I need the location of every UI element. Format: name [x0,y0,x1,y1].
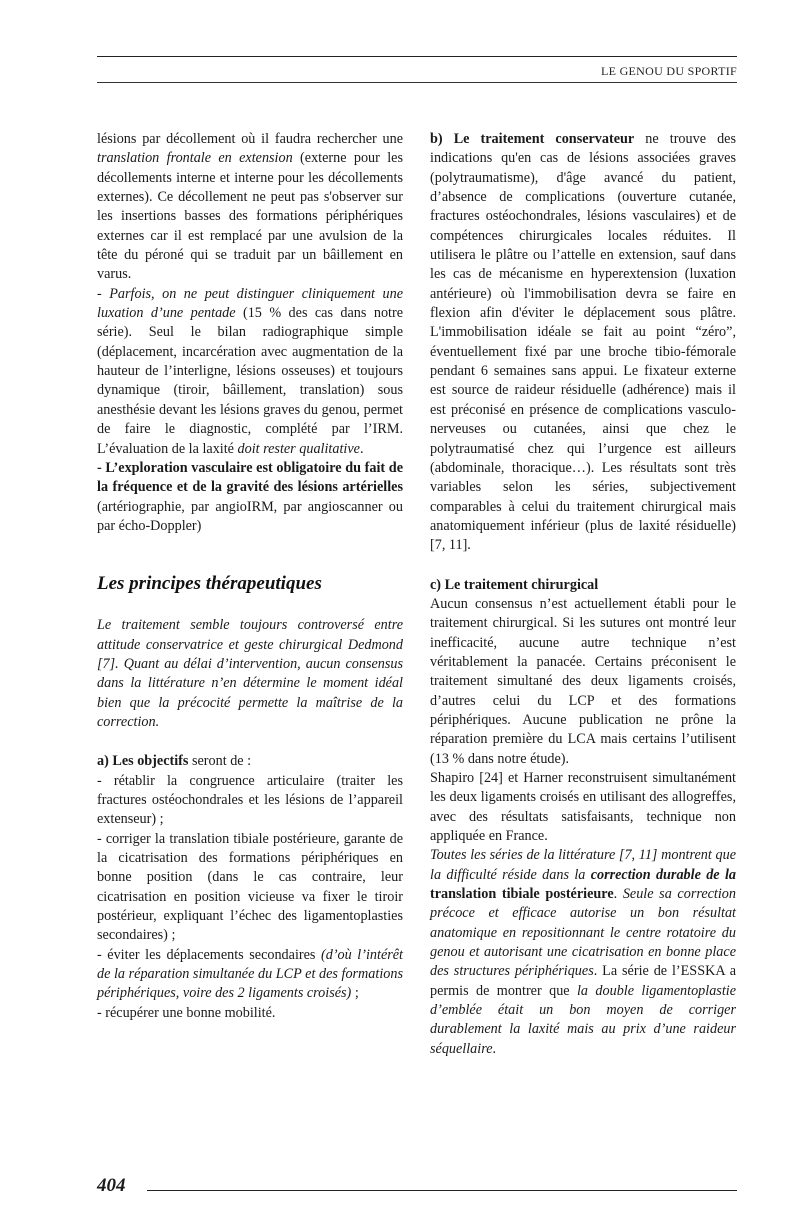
footer-rule [147,1190,737,1191]
conservateur-paragraph: b) Le traitement conservateur ne trouve des indications qu'en cas de lésions associées graves (polytraumatisme), d'âge avancé du patient, d’absence de complications (ouverture cutanée, fractures ostéochondrales, lésions vasculaires) et de compétences chirurgicales locales réduites. Il utilisera le plâtre ou l’attelle en extension, sauf dans les cas de mécanisme en hyperextension (luxation antérieure) où l'immobilisation devra se faire en flexion afin d'éviter le déplacement sous plâtre. L'immobilisation idéale se fait au point “zéro”, éventuellement fixé par une broche tibio-fémorale pendant 6 semaines sans appui. Le fixateur externe est source de raideur résiduelle (adhérence) mais il est préconisé en présence de complications vasculo-nerveuses ou cutanées, ainsi que chez le polytraumatisé chez qui l’urgence est ailleurs (abdominale, thoracique…). Les résultats sont très variables selon les séries, subjectivement comparables à celui du traitement chirurgical mais anatomiquement inférieur (plus de laxité résiduelle) [7, 11]. [430,131,736,554]
page-number: 404 [97,1175,126,1196]
paragraph-decollement: lésions par décollement où il faudra rechercher une translation frontale en extension (externe pour les décollements interne et interne pour les décollements externes). Ce décollement ne peut pas s'observer sur les insertions basses des formations périphériques externes car il est remplacé par une avulsion de la tête du péroné qui se traduit par un bâillement en varus. [97,131,403,283]
header-rule [97,82,737,83]
objectif-item: - éviter les déplacements secondaires (d’où l’intérêt de la réparation simultanée du LCP et des formations périphériques, voire des 2 ligaments croisés) ; [97,946,403,1002]
chirurgical-paragraph: Shapiro [24] et Harner reconstruisent simultanément les deux ligaments croisés en utilisant des allogreffes, avec des résultats satisfaisants, technique non appliquée en France. [430,770,736,845]
objectifs-heading: a) Les objectifs seront de : [97,753,252,770]
paragraph-pentade: - Parfois, on ne peut distinguer cliniquement une luxation d’une pentade (15 % des cas dans notre série). Seul le bilan radiographique simple (déplacement, incarcération avec augmentation de la hauteur de l’interligne, lésions osseuses) et toujours dynamique (tiroir, bâillement, translation) sous anesthésie devant les lésions graves du genou, permet de faire le diagnostic, complété par l’IRM. L’évaluation de la laxité doit rester qualitative. [97,285,403,457]
right-column [430,130,736,1059]
objectif-item: - rétablir la congruence articulaire (traiter les fractures ostéochondrales et les lésions de l’appareil extenseur) ; [97,772,403,828]
chirurgical-heading: c) Le traitement chirurgical [430,576,599,593]
top-rule [97,56,737,57]
section-title: Les principes thérapeutiques [97,573,322,595]
left-column [97,130,403,1023]
objectif-item: - récupérer une bonne mobilité. [97,1004,276,1021]
paragraph-vasculaire: - L’exploration vasculaire est obligatoire du fait de la fréquence et de la gravité des lésions artérielles (artériographie, par angioIRM, par angioscanner ou par écho-Doppler) [97,459,403,534]
chirurgical-paragraph: Aucun consensus n’est actuellement établi pour le traitement chirurgical. Si les sutures ont montré leur inefficacité, aucune autre technique n’est véritablement la panacée. Certains préconisent le traitement simultané des deux ligaments croisés, d’autres celui du LCP et des formations périphériques. Aucune publication ne prône la réparation première du LCA mais certains l’utilisent (13 % dans notre étude). [430,595,736,767]
running-header: LE GENOU DU SPORTIF [601,64,737,78]
intro-paragraph: Le traitement semble toujours controversé entre attitude conservatrice et geste chirurgical Dedmond [7]. Quant au délai d’intervention, aucun consensus dans la littérature n’en détermine le moment idéal bien que la précocité permette la maîtrise de la correction. [97,617,403,730]
objectif-item: - corriger la translation tibiale postérieure, garante de la cicatrisation des formations périphériques en bonne position (dans le cas contraire, leur cicatrisation en position vicieuse va fixer le tiroir postérieur, expliquant l’échec des ligamentoplasties secondaires) ; [97,830,403,944]
chirurgical-paragraph: Toutes les séries de la littérature [7, 11] montrent que la difficulté réside dans la correction durable de la translation tibiale postérieure. Seule sa correction précoce et efficace autorise un bon résultat anatomique en repositionnant le centre rotatoire du genou et autorisant une cicatrisation en bonne place des structures périphériques. La série de l’ESSKA a permis de montrer que la double ligamentoplastie d’emblée était un bon moyen de corriger durablement la laxité mais au prix d’une raideur séquellaire. [430,847,736,1057]
